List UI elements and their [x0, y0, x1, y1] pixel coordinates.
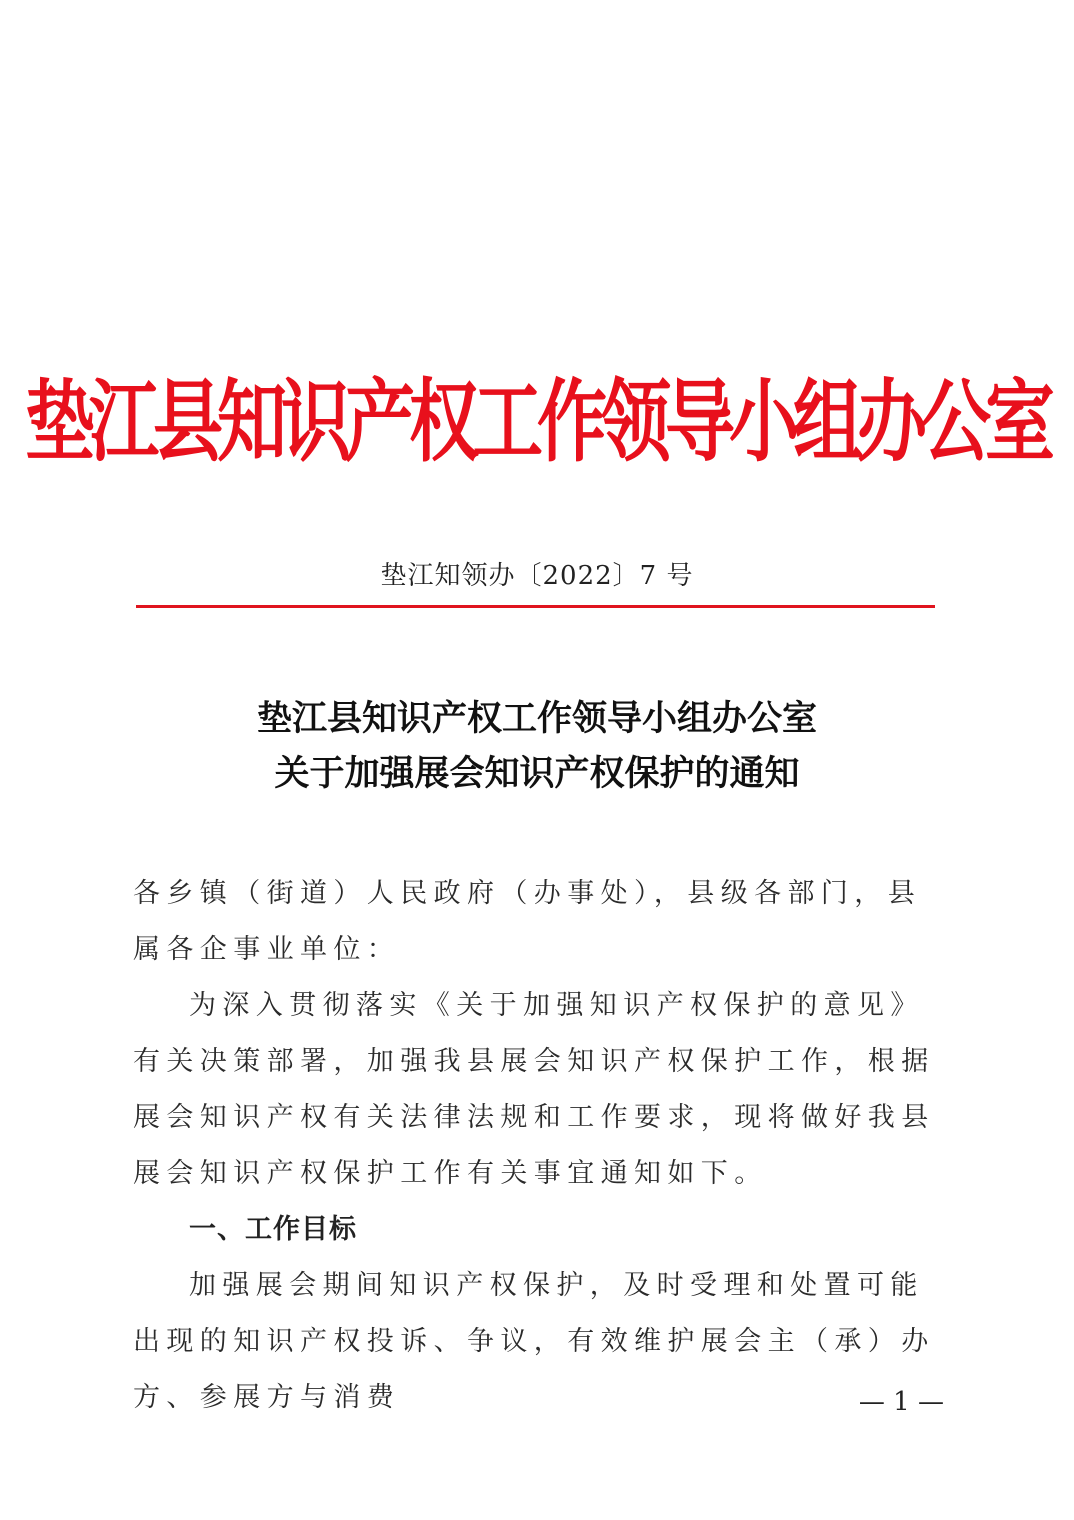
page-number: — 1 —	[858, 1387, 944, 1417]
section-heading: 一、工作目标	[189, 1214, 357, 1245]
salutation-paragraph: 各乡镇（街道）人民政府（办事处），县级各部门，县属各企事业单位：	[133, 878, 922, 965]
document-title	[0, 692, 1074, 802]
issuer-header: 垫江县知识产权工作领导小组办公室	[25, 369, 1049, 475]
document-body	[133, 866, 945, 1426]
title-line-1: 垫江县知识产权工作领导小组办公室	[256, 699, 817, 739]
document-number: 垫江知领办〔2022〕7 号	[380, 561, 694, 591]
title-line-2: 关于加强展会知识产权保护的通知	[274, 754, 800, 794]
section-paragraph: 加强展会期间知识产权保护，及时受理和处置可能出现的知识产权投诉、争议，有效维护展会主（承）办方、参展方与消费	[133, 1270, 935, 1413]
red-separator-line	[136, 605, 935, 608]
intro-paragraph: 为深入贯彻落实《关于加强知识产权保护的意见》有关决策部署，加强我县展会知识产权保护工作，根据展会知识产权有关法律法规和工作要求，现将做好我县展会知识产权保护工作有关事宜通知如下。	[133, 990, 935, 1189]
